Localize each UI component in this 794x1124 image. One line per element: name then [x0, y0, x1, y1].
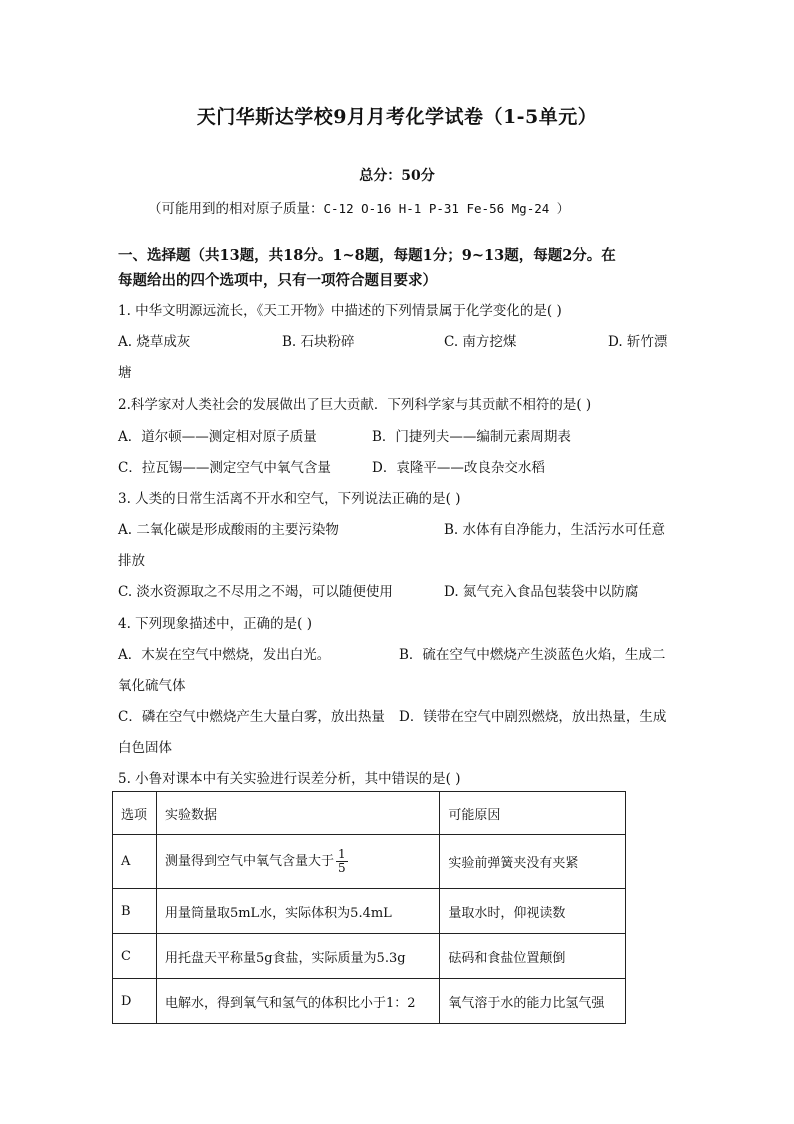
table-header-row [113, 792, 626, 835]
q4-stem: 4. 下列现象描述中，正确的是( ) [118, 616, 312, 632]
table-row [113, 979, 626, 1024]
q3-option-a: A. 二氧化碳是形成酸雨的主要污染物 [118, 522, 339, 538]
atomic-mass-note [148, 197, 569, 217]
q2-option-b: B．门捷列夫——编制元素周期表 [372, 429, 571, 445]
q3-stem: 3. 人类的日常生活离不开水和空气，下列说法正确的是( ) [118, 491, 461, 507]
q4-option-a: A．木炭在空气中燃烧，发出白光。 [118, 647, 331, 663]
table-row [113, 889, 626, 934]
q5-stem: 5. 小鲁对课本中有关实验进行误差分析，其中错误的是( ) [118, 771, 461, 787]
table-row [113, 934, 626, 979]
table-cell-reason: 量取水时，仰视读数 [440, 889, 626, 934]
atomic-mass-prefix: （可能用到的相对原子质量： [148, 201, 324, 217]
q4-option-d-cont: 白色固体 [118, 740, 172, 756]
table-cell-data: 用量筒量取5mL水，实际体积为5.4mL [156, 889, 439, 934]
q3-option-d: D. 氮气充入食品包装袋中以防腐 [444, 584, 639, 600]
table-cell-data-text: 测量得到空气中氧气含量大于 [164, 854, 334, 869]
table-row [113, 835, 626, 889]
q2-option-a: A．道尔顿——测定相对原子质量 [118, 429, 317, 445]
total-score: 总分：50分 [359, 168, 435, 184]
q4-option-b: B．硫在空气中燃烧产生淡蓝色火焰，生成二 [399, 647, 666, 663]
fraction [336, 848, 348, 875]
table-cell-data [156, 835, 439, 889]
q4-option-d: D．镁带在空气中剧烈燃烧，放出热量，生成 [399, 709, 667, 725]
q3-option-b: B. 水体有自净能力，生活污水可任意 [444, 522, 666, 538]
q2-option-d: D．袁隆平——改良杂交水稻 [372, 460, 545, 476]
q1-option-d-cont: 塘 [118, 365, 132, 381]
exam-title: 天门华斯达学校9月月考化学试卷（1-5单元） [196, 106, 598, 128]
q2-stem: 2.科学家对人类社会的发展做出了巨大贡献．下列科学家与其贡献不相符的是( ) [118, 397, 592, 413]
table-header-cell: 可能原因 [440, 792, 626, 835]
q3-option-c: C. 淡水资源取之不尽用之不竭，可以随便使用 [118, 584, 393, 600]
table-cell-reason: 实验前弹簧夹没有夹紧 [440, 835, 626, 889]
q1-stem: 1. 中华文明源远流长，《天工开物》中描述的下列情景属于化学变化的是( ) [118, 303, 562, 319]
q1-option-a: A. 烧草成灰 [118, 334, 191, 350]
table-cell-option: D [113, 979, 157, 1024]
section-heading [118, 243, 678, 293]
table-cell-reason: 砝码和食盐位置颠倒 [440, 934, 626, 979]
table-cell-option: B [113, 889, 157, 934]
q1-option-c: C. 南方挖煤 [444, 334, 517, 350]
q3-option-b-cont: 排放 [118, 553, 145, 569]
error-analysis-table [112, 791, 626, 1024]
fraction-numerator: 1 [337, 847, 346, 861]
q1-option-d: D. 斩竹漂 [608, 334, 668, 350]
fraction-denominator: 5 [337, 861, 346, 875]
table-header-cell: 选项 [113, 792, 157, 835]
q2-option-c: C．拉瓦锡——测定空气中氧气含量 [118, 460, 331, 476]
q4-option-c: C．磷在空气中燃烧产生大量白雾，放出热量 [118, 709, 385, 725]
table-cell-reason: 氧气溶于水的能力比氢气强 [440, 979, 626, 1024]
atomic-mass-values: C-12 O-16 H-1 P-31 Fe-56 Mg-24 ） [323, 201, 570, 216]
table-cell-option: A [113, 835, 157, 889]
section-heading-line2: 每题给出的四个选项中，只有一项符合题目要求） [118, 272, 437, 289]
q1-option-b: B. 石块粉碎 [282, 334, 355, 350]
section-heading-line1: 一、选择题（共13题，共18分。1~8题，每题1分；9~13题，每题2分。在 [118, 247, 616, 264]
q4-option-b-cont: 氧化硫气体 [118, 678, 186, 694]
table-header-cell: 实验数据 [156, 792, 439, 835]
table-cell-data: 用托盘天平称量5g食盐，实际质量为5.3g [156, 934, 439, 979]
table-cell-data: 电解水，得到氧气和氢气的体积比小于1：2 [156, 979, 439, 1024]
table-cell-option: C [113, 934, 157, 979]
